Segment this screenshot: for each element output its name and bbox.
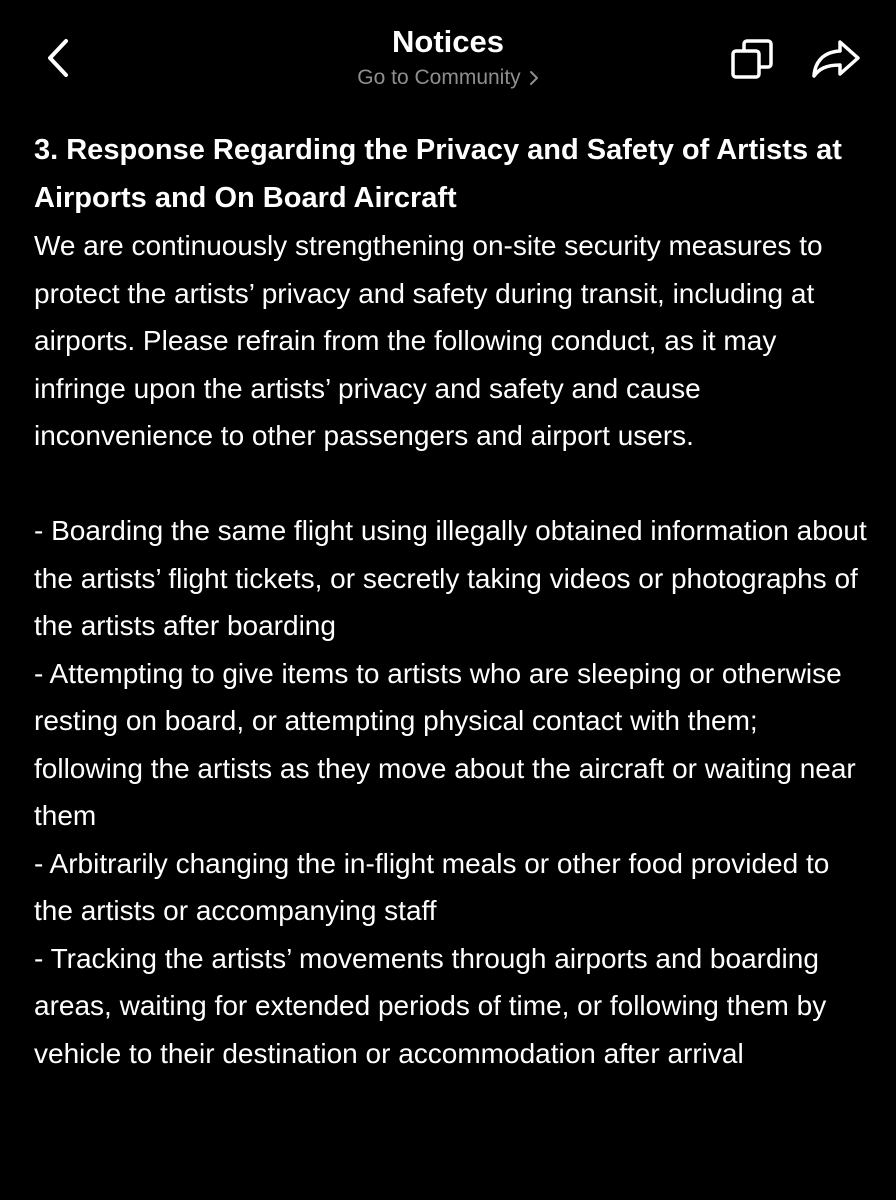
- paragraph-spacer: [34, 460, 874, 508]
- go-to-community-label: Go to Community: [357, 66, 521, 89]
- top-bar: [0, 0, 896, 118]
- go-to-community-link[interactable]: [357, 63, 538, 93]
- chevron-right-icon: [529, 70, 539, 86]
- list-item: - Boarding the same flight using illegally obtained information about the artists’ flight tickets, or secretly taking videos or photographs of the artists after boarding: [34, 515, 867, 641]
- section-heading: 3. Response Regarding the Privacy and Safety of Artists at Airports and On Board Aircraft: [34, 134, 842, 214]
- copy-button[interactable]: [730, 38, 774, 82]
- list-item: - Arbitrarily changing the in-flight meals or other food provided to the artists or accompanying staff: [34, 847, 830, 926]
- notice-content: [34, 127, 874, 1077]
- share-icon: [810, 38, 862, 80]
- share-button[interactable]: [810, 38, 862, 80]
- list-item: - Tracking the artists’ movements through airports and boarding areas, waiting for extended periods of time, or following them by vehicle to their destination or accommodation after arrival: [34, 942, 827, 1069]
- copy-icon: [730, 38, 774, 82]
- intro-paragraph: We are continuously strengthening on-site security measures to protect the artists’ privacy and safety during transit, including at airports. Please refrain from the following conduct, as it may infringe upon the artists’ privacy and safety and cause inconvenience to other passengers and airport users.: [34, 230, 823, 451]
- page-title: Notices: [392, 24, 504, 59]
- list-item: - Attempting to give items to artists who are sleeping or otherwise resting on board, or attempting physical contact with them; following the artists as they move about the aircraft or waiting near them: [34, 657, 856, 831]
